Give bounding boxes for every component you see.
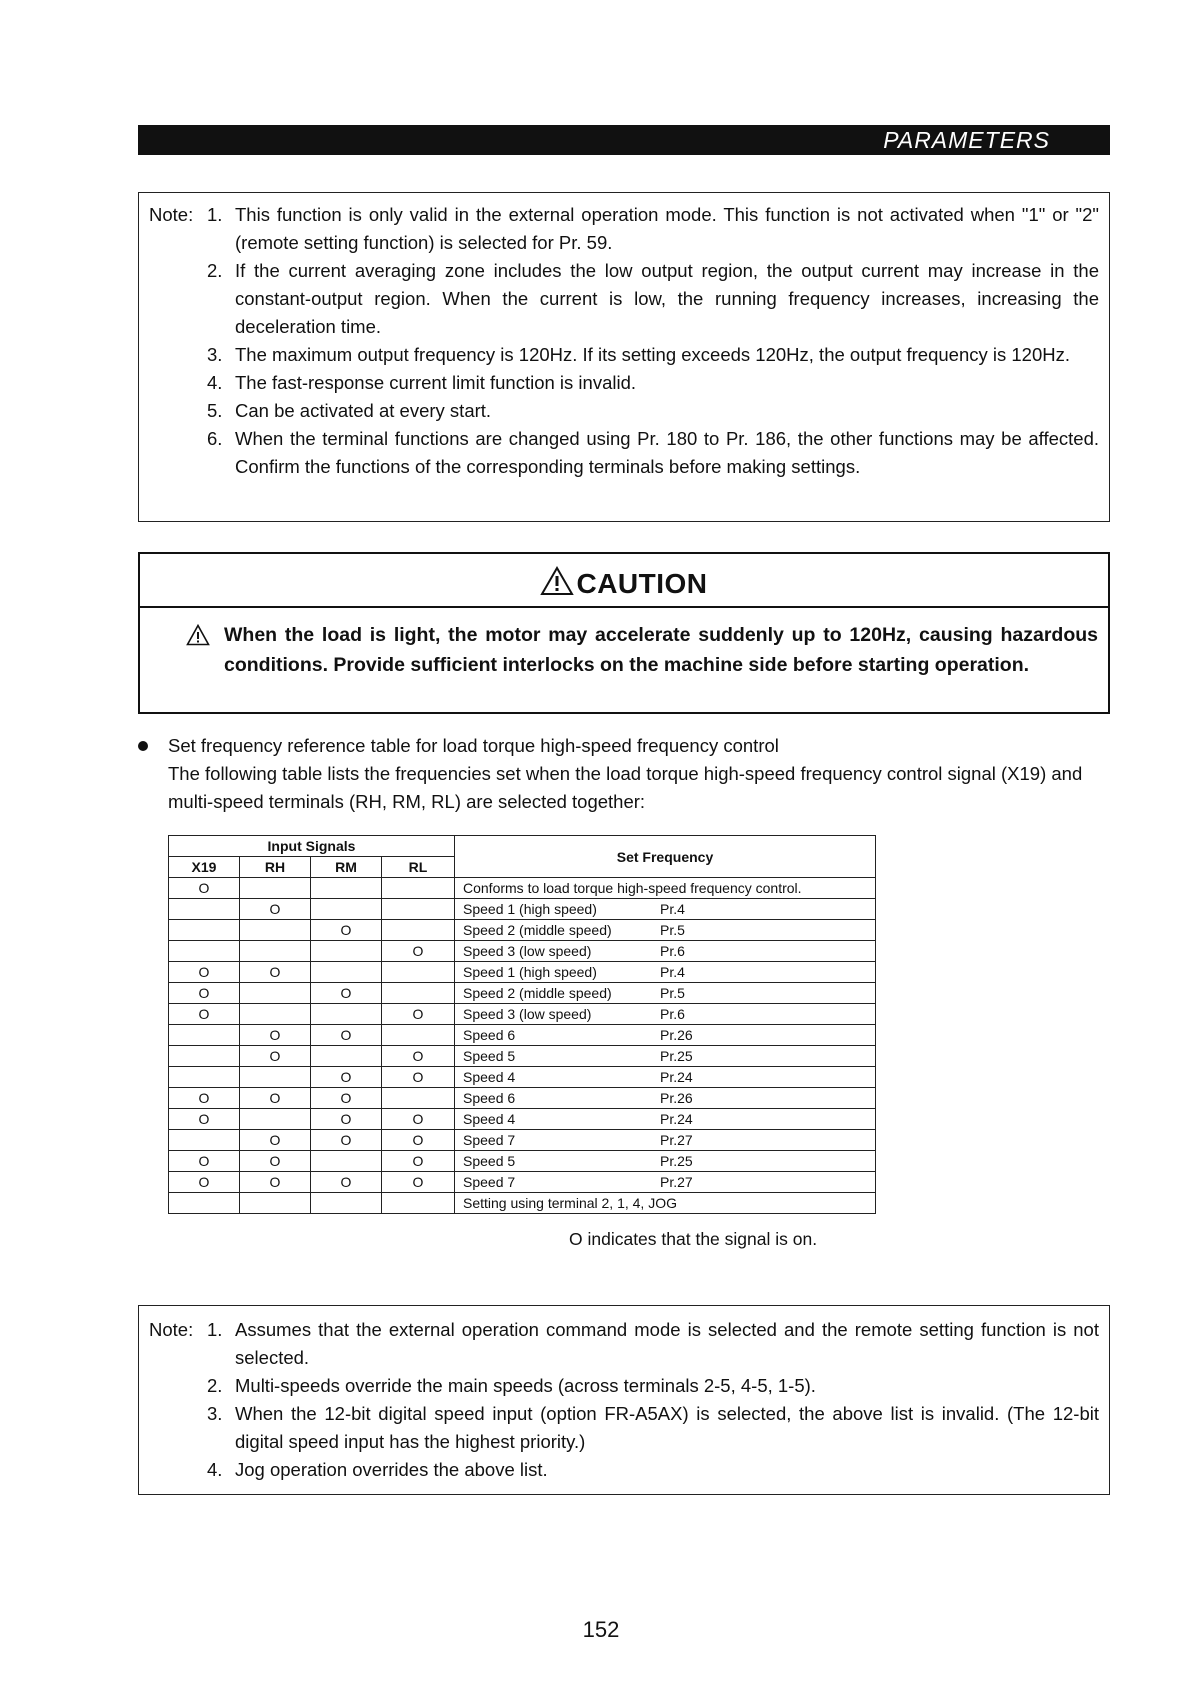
signal-cell-rm: O (311, 983, 382, 1004)
caution-text: When the load is light, the motor may accelerate suddenly up to 120Hz, causing hazardous conditions. Provide sufficient interlocks on the machine side before starting operation. (224, 624, 1098, 676)
section-header-bar (138, 125, 1110, 155)
set-frequency-cell (455, 941, 876, 962)
speed-name: Speed 5 (463, 1153, 516, 1169)
signal-cell-rl: O (382, 941, 455, 962)
bullet-text: Set frequency reference table for load torque high-speed frequency control (168, 735, 779, 756)
signal-cell-rm (311, 1193, 382, 1214)
signal-cell-rh: O (240, 1172, 311, 1193)
signal-cell-rm: O (311, 1088, 382, 1109)
table-row (169, 899, 876, 920)
note-number: 4. (207, 1459, 223, 1480)
speed-name: Speed 7 (463, 1174, 516, 1190)
signal-cell-x19 (169, 1130, 240, 1151)
caution-header (140, 554, 1108, 608)
note-item (139, 369, 1099, 397)
column-header: X19 (169, 857, 240, 878)
parameter-ref: Pr.5 (660, 985, 685, 1001)
parameter-ref: Pr.4 (660, 901, 685, 917)
signal-cell-rm: O (311, 1130, 382, 1151)
parameter-ref: Pr.26 (660, 1090, 693, 1106)
note-item (139, 1372, 1099, 1400)
bullet-icon (138, 741, 148, 751)
speed-name: Speed 6 (463, 1027, 516, 1043)
note-text: If the current averaging zone includes the low output region, the output current may increase in the constant-output region. When the current is low, the running frequency increases, increasing the deceleration time. (235, 260, 1099, 337)
set-frequency-cell (455, 899, 876, 920)
signal-cell-rl: O (382, 1109, 455, 1130)
table-row (169, 983, 876, 1004)
signal-cell-rl (382, 899, 455, 920)
warning-triangle-icon (186, 624, 210, 646)
signal-cell-rm (311, 941, 382, 962)
signal-cell-rl: O (382, 1172, 455, 1193)
signal-cell-x19: O (169, 962, 240, 983)
note-number: 1. (207, 1319, 223, 1340)
set-frequency-cell (455, 1025, 876, 1046)
note-text: This function is only valid in the external operation mode. This function is not activated when "1" or "2" (remote setting function) is selected for Pr. 59. (235, 204, 1099, 253)
signal-cell-rm: O (311, 920, 382, 941)
set-frequency-cell (455, 1067, 876, 1088)
note-text: The fast-response current limit function is invalid. (235, 372, 637, 393)
parameter-ref: Pr.26 (660, 1027, 693, 1043)
signal-cell-x19 (169, 1025, 240, 1046)
note-box-1 (138, 192, 1110, 522)
signal-cell-x19: O (169, 1151, 240, 1172)
speed-name: Speed 3 (low speed) (463, 943, 592, 959)
signal-cell-rl (382, 1025, 455, 1046)
table-row (169, 1004, 876, 1025)
signal-cell-rh (240, 1109, 311, 1130)
parameter-ref: Pr.24 (660, 1069, 693, 1085)
signal-cell-x19: O (169, 1088, 240, 1109)
signal-cell-rh: O (240, 1046, 311, 1067)
set-frequency-cell (455, 1088, 876, 1109)
set-frequency-cell (455, 1130, 876, 1151)
parameter-ref: Pr.27 (660, 1132, 693, 1148)
parameter-ref: Pr.24 (660, 1111, 693, 1127)
signal-cell-rm (311, 878, 382, 899)
speed-name: Conforms to load torque high-speed frequency control. (463, 880, 802, 896)
note-number: 2. (207, 260, 223, 281)
table-row (169, 1025, 876, 1046)
speed-name: Speed 2 (middle speed) (463, 922, 612, 938)
note-text: The maximum output frequency is 120Hz. If its setting exceeds 120Hz, the output frequency is 120Hz. (235, 344, 1070, 365)
table-row (169, 1151, 876, 1172)
speed-name: Speed 1 (high speed) (463, 964, 597, 980)
speed-name: Speed 5 (463, 1048, 516, 1064)
signal-cell-x19: O (169, 983, 240, 1004)
note-text: Multi-speeds override the main speeds (across terminals 2-5, 4-5, 1-5). (235, 1375, 816, 1396)
set-frequency-cell (455, 1193, 876, 1214)
note-number: 2. (207, 1375, 223, 1396)
note-number: 1. (207, 204, 223, 225)
table-row (169, 878, 876, 899)
table-row (169, 920, 876, 941)
signal-cell-rh (240, 878, 311, 899)
speed-name: Speed 3 (low speed) (463, 1006, 592, 1022)
caution-title: CAUTION (576, 568, 708, 599)
signal-cell-rm (311, 899, 382, 920)
signal-cell-rl: O (382, 1067, 455, 1088)
page-number: 152 (582, 1617, 620, 1642)
signal-cell-x19 (169, 941, 240, 962)
set-frequency-cell (455, 1046, 876, 1067)
note-number: 3. (207, 344, 223, 365)
parameter-ref: Pr.27 (660, 1174, 693, 1190)
intro-block (138, 732, 1113, 816)
note-item (139, 425, 1099, 481)
note-item (139, 257, 1099, 341)
signal-cell-x19: O (169, 878, 240, 899)
note-item (139, 397, 1099, 425)
signal-cell-rm: O (311, 1067, 382, 1088)
signal-cell-rl: O (382, 1130, 455, 1151)
caution-box (138, 552, 1110, 714)
set-frequency-cell (455, 920, 876, 941)
note-text: Jog operation overrides the above list. (235, 1459, 548, 1480)
signal-cell-rh: O (240, 1088, 311, 1109)
signal-cell-x19 (169, 920, 240, 941)
signal-cell-x19 (169, 899, 240, 920)
set-frequency-cell (455, 1109, 876, 1130)
signal-cell-rh (240, 1193, 311, 1214)
caution-heading (140, 566, 1108, 600)
bullet-item (138, 732, 1113, 760)
table-header-row (169, 836, 876, 857)
table-row (169, 1088, 876, 1109)
section-title: PARAMETERS (883, 127, 1050, 153)
signal-cell-x19: O (169, 1109, 240, 1130)
signal-cell-rh: O (240, 899, 311, 920)
note-item (139, 201, 1099, 257)
input-signals-header: Input Signals (169, 836, 455, 857)
signal-cell-x19: O (169, 1004, 240, 1025)
table-row (169, 1067, 876, 1088)
signal-cell-rm (311, 1046, 382, 1067)
signal-cell-rh: O (240, 962, 311, 983)
note-text: When the 12-bit digital speed input (option FR-A5AX) is selected, the above list is invalid. (The 12-bit digital speed input has the highest priority.) (235, 1403, 1099, 1452)
table-row (169, 1130, 876, 1151)
signal-cell-x19: O (169, 1172, 240, 1193)
speed-name: Speed 7 (463, 1132, 516, 1148)
set-frequency-cell (455, 962, 876, 983)
note-item (139, 1400, 1099, 1456)
intro-paragraph: The following table lists the frequencies set when the load torque high-speed frequency control signal (X19) and multi-speed terminals (RH, RM, RL) are selected together: (168, 763, 1083, 812)
speed-name: Speed 6 (463, 1090, 516, 1106)
column-header: RH (240, 857, 311, 878)
note-text: Can be activated at every start. (235, 400, 492, 421)
set-frequency-cell (455, 878, 876, 899)
note-item (139, 1316, 1099, 1372)
signal-cell-rm: O (311, 1109, 382, 1130)
column-header: RM (311, 857, 382, 878)
table-legend: O indicates that the signal is on. (569, 1229, 818, 1249)
note-item (139, 341, 1099, 369)
note-number: 4. (207, 372, 223, 393)
set-frequency-cell (455, 1172, 876, 1193)
table-row (169, 1046, 876, 1067)
set-frequency-header: Set Frequency (455, 836, 876, 878)
parameter-ref: Pr.5 (660, 922, 685, 938)
set-frequency-cell (455, 1151, 876, 1172)
note-text: Assumes that the external operation command mode is selected and the remote setting function is not selected. (235, 1319, 1099, 1368)
signal-cell-rm: O (311, 1025, 382, 1046)
parameter-ref: Pr.6 (660, 1006, 685, 1022)
signal-cell-rm (311, 962, 382, 983)
note-number: 5. (207, 400, 223, 421)
signal-cell-rl: O (382, 1046, 455, 1067)
signal-cell-rl: O (382, 1151, 455, 1172)
speed-name: Speed 4 (463, 1111, 516, 1127)
signal-cell-rh (240, 941, 311, 962)
parameter-ref: Pr.6 (660, 943, 685, 959)
speed-name: Speed 2 (middle speed) (463, 985, 612, 1001)
signal-cell-rl (382, 878, 455, 899)
signal-cell-rh: O (240, 1151, 311, 1172)
signal-cell-rh (240, 1067, 311, 1088)
signal-cell-rm (311, 1004, 382, 1025)
speed-name: Speed 4 (463, 1069, 516, 1085)
note-text: When the terminal functions are changed using Pr. 180 to Pr. 186, the other functions may be affected. Confirm the functions of the corresponding terminals before making settings. (235, 428, 1099, 477)
signal-cell-rm: O (311, 1172, 382, 1193)
signal-cell-rl (382, 1088, 455, 1109)
signal-cell-rl: O (382, 1004, 455, 1025)
signal-cell-rl (382, 983, 455, 1004)
caution-body (140, 608, 1108, 680)
signal-cell-rl (382, 1193, 455, 1214)
table-row (169, 1193, 876, 1214)
note-item (139, 1456, 1099, 1484)
table-row (169, 1109, 876, 1130)
note-lead: Note: (149, 204, 194, 225)
note-box-2 (138, 1305, 1110, 1495)
note-number: 6. (207, 428, 223, 449)
note-lead: Note: (149, 1319, 194, 1340)
speed-name: Setting using terminal 2, 1, 4, JOG (463, 1195, 677, 1211)
signal-cell-x19 (169, 1067, 240, 1088)
table-row (169, 1172, 876, 1193)
table-row (169, 941, 876, 962)
signal-cell-rl (382, 920, 455, 941)
signal-cell-rh: O (240, 1130, 311, 1151)
set-frequency-cell (455, 1004, 876, 1025)
signal-cell-rh (240, 983, 311, 1004)
parameter-ref: Pr.25 (660, 1153, 693, 1169)
signal-cell-rm (311, 1151, 382, 1172)
parameter-ref: Pr.25 (660, 1048, 693, 1064)
frequency-table (168, 835, 876, 1214)
speed-name: Speed 1 (high speed) (463, 901, 597, 917)
note-number: 3. (207, 1403, 223, 1424)
signal-cell-rh (240, 920, 311, 941)
signal-cell-x19 (169, 1046, 240, 1067)
signal-cell-x19 (169, 1193, 240, 1214)
table-row (169, 962, 876, 983)
column-header: RL (382, 857, 455, 878)
set-frequency-cell (455, 983, 876, 1004)
signal-cell-rl (382, 962, 455, 983)
signal-cell-rh: O (240, 1025, 311, 1046)
signal-cell-rh (240, 1004, 311, 1025)
warning-triangle-icon (540, 566, 574, 596)
parameter-ref: Pr.4 (660, 964, 685, 980)
